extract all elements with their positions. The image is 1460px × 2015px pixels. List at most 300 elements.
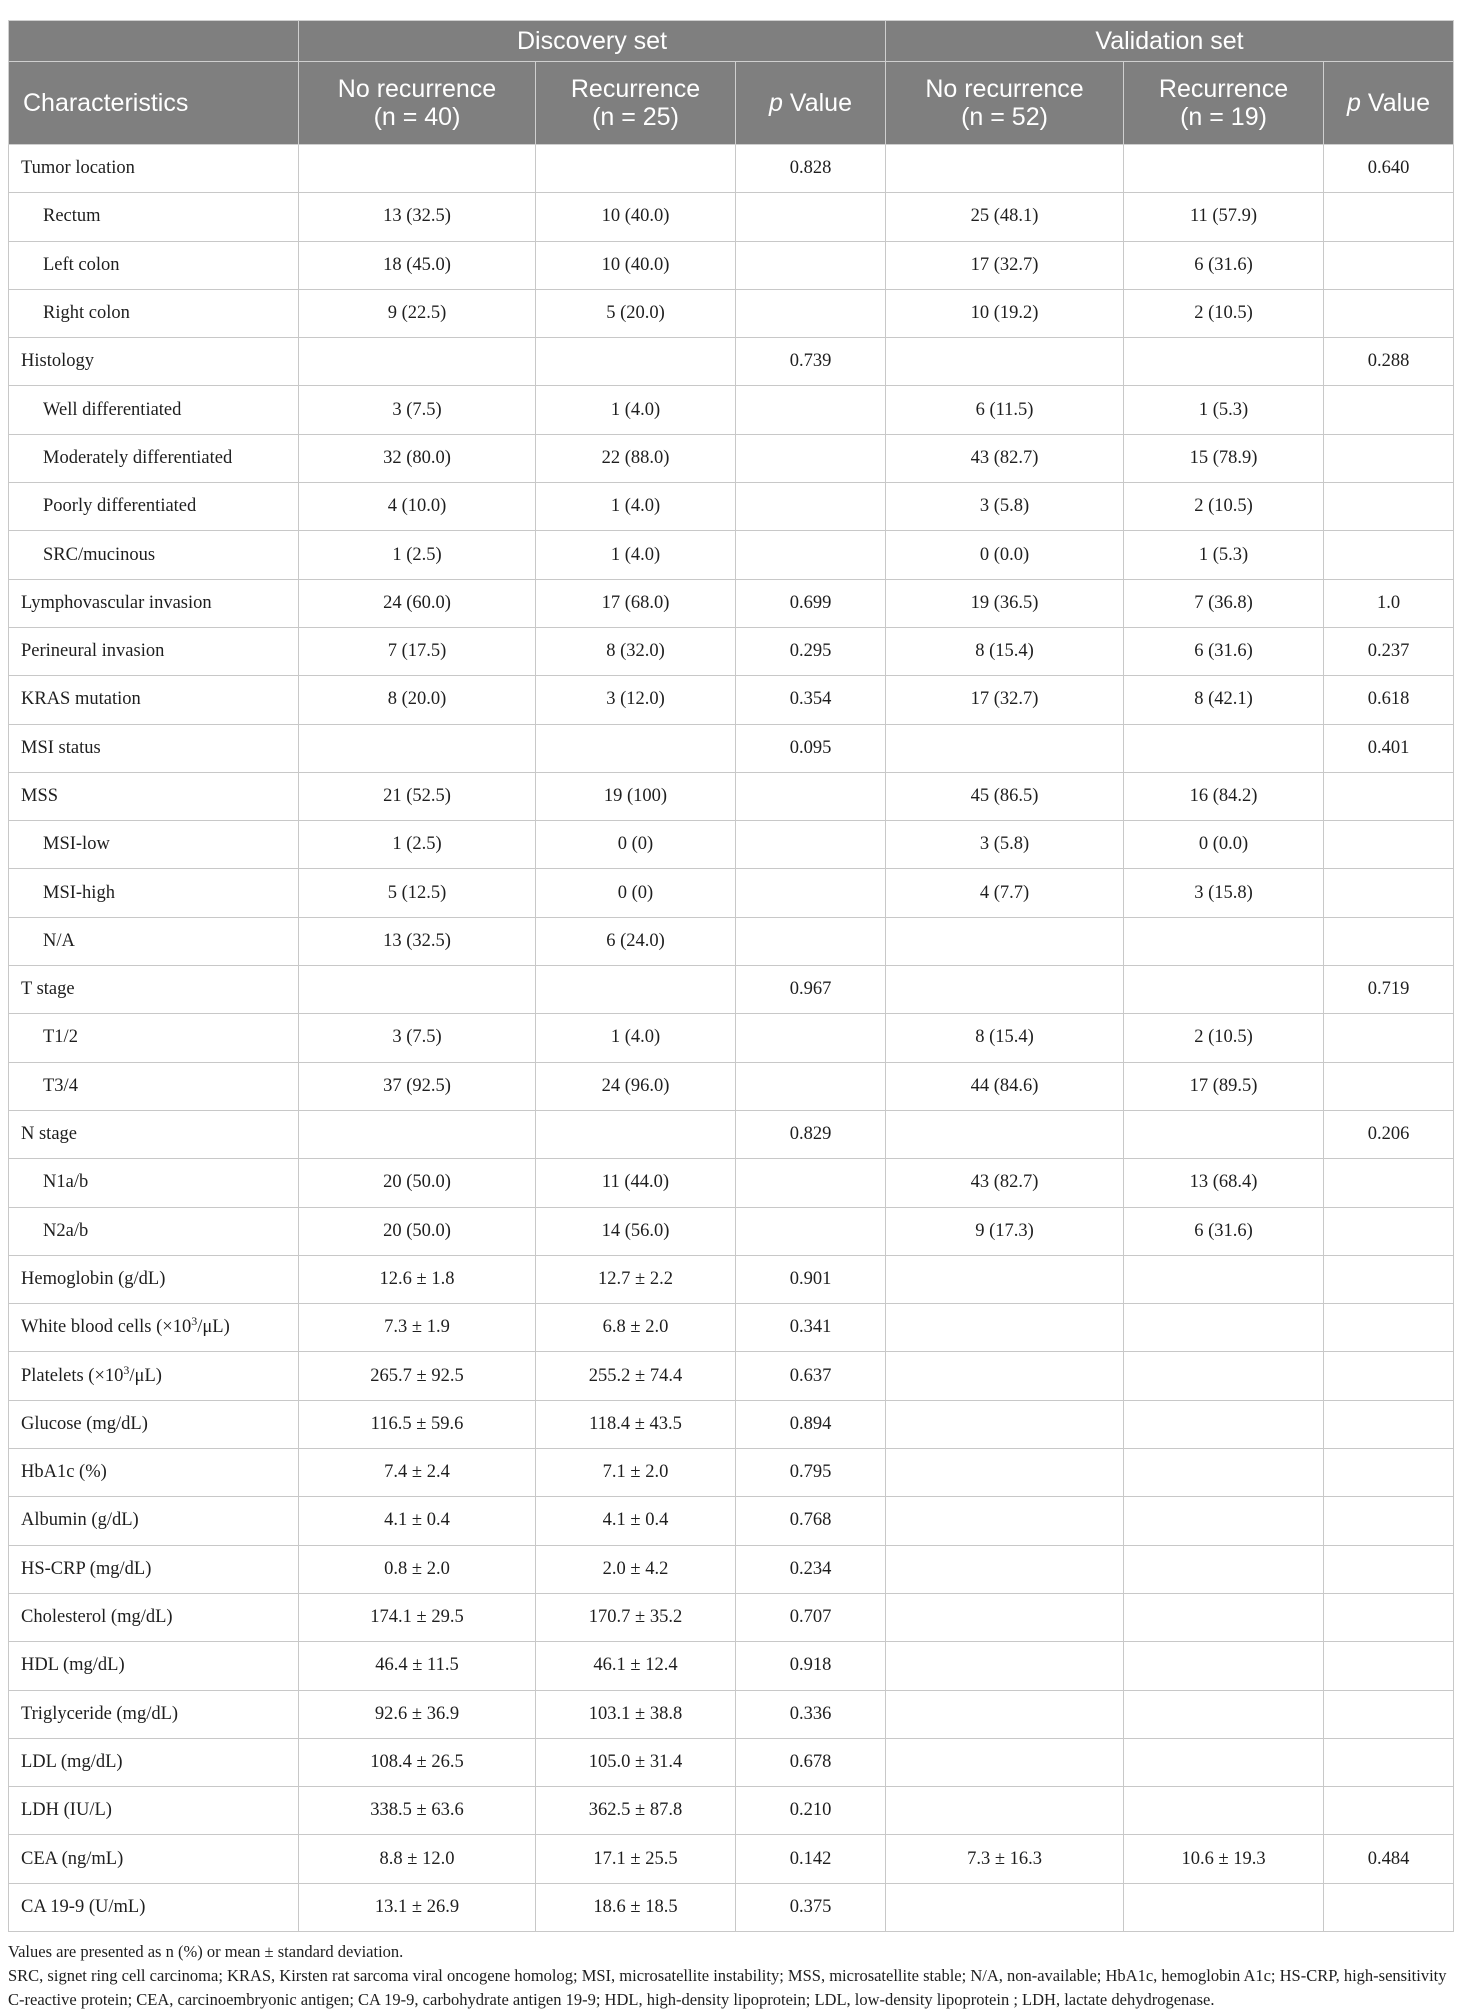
cell-validation-no-recurrence	[886, 1593, 1124, 1641]
header-blank	[9, 21, 299, 62]
cell-validation-no-recurrence: 9 (17.3)	[886, 1207, 1124, 1255]
cell-discovery-recurrence: 3 (12.0)	[536, 676, 736, 724]
row-label-text: Tumor location	[21, 158, 135, 179]
cell-validation-recurrence: 6 (31.6)	[1124, 627, 1324, 675]
cell-validation-recurrence	[1124, 1642, 1324, 1690]
cell-discovery-p-value: 0.795	[736, 1449, 886, 1497]
cell-validation-no-recurrence	[886, 1304, 1124, 1352]
table-row	[9, 483, 1454, 531]
cell-validation-recurrence: 10.6 ± 19.3	[1124, 1835, 1324, 1883]
cell-discovery-no-recurrence: 13 (32.5)	[299, 193, 536, 241]
header-text: Recurrence	[1158, 75, 1289, 103]
cell-discovery-no-recurrence: 13.1 ± 26.9	[299, 1883, 536, 1931]
row-label-text: LDL (mg/dL)	[21, 1751, 123, 1772]
cell-discovery-p-value	[736, 434, 886, 482]
table-row	[9, 289, 1454, 337]
cell-validation-p-value	[1324, 1159, 1454, 1207]
cell-validation-recurrence	[1124, 724, 1324, 772]
cell-validation-no-recurrence	[886, 1642, 1124, 1690]
cell-validation-recurrence	[1124, 1255, 1324, 1303]
row-label	[9, 1304, 299, 1352]
header-p-rest: Value	[1367, 89, 1430, 117]
cell-validation-recurrence	[1124, 1497, 1324, 1545]
row-label	[9, 1738, 299, 1786]
table-row	[9, 1352, 1454, 1400]
header-count: (n = 40)	[373, 103, 461, 131]
cell-discovery-recurrence: 0 (0)	[536, 869, 736, 917]
cell-validation-no-recurrence: 43 (82.7)	[886, 1159, 1124, 1207]
row-label	[9, 193, 299, 241]
cell-discovery-p-value	[736, 386, 886, 434]
cell-discovery-recurrence: 11 (44.0)	[536, 1159, 736, 1207]
table-row	[9, 917, 1454, 965]
cell-discovery-p-value: 0.768	[736, 1497, 886, 1545]
row-label-text: Albumin (g/dL)	[21, 1510, 139, 1531]
row-label-text: SRC/mucinous	[43, 544, 156, 565]
table-row	[9, 1207, 1454, 1255]
cell-discovery-no-recurrence: 46.4 ± 11.5	[299, 1642, 536, 1690]
row-label	[9, 1400, 299, 1448]
cell-discovery-no-recurrence: 9 (22.5)	[299, 289, 536, 337]
table-row	[9, 1835, 1454, 1883]
row-label	[9, 772, 299, 820]
table-row	[9, 966, 1454, 1014]
cell-validation-p-value	[1324, 917, 1454, 965]
header-discovery-no-recurrence	[299, 62, 536, 145]
cell-validation-recurrence: 16 (84.2)	[1124, 772, 1324, 820]
cell-validation-no-recurrence: 25 (48.1)	[886, 193, 1124, 241]
cell-discovery-p-value: 0.828	[736, 145, 886, 193]
cell-discovery-recurrence: 2.0 ± 4.2	[536, 1545, 736, 1593]
row-label	[9, 917, 299, 965]
row-label	[9, 1255, 299, 1303]
table-row	[9, 724, 1454, 772]
cell-discovery-no-recurrence	[299, 724, 536, 772]
row-label-text: MSS	[21, 786, 59, 806]
cell-validation-recurrence	[1124, 966, 1324, 1014]
cell-validation-recurrence	[1124, 1545, 1324, 1593]
cell-discovery-recurrence: 8 (32.0)	[536, 627, 736, 675]
table-row	[9, 1304, 1454, 1352]
cell-discovery-p-value: 0.095	[736, 724, 886, 772]
cell-discovery-no-recurrence: 1 (2.5)	[299, 821, 536, 869]
cell-validation-p-value	[1324, 1449, 1454, 1497]
cell-discovery-recurrence: 6.8 ± 2.0	[536, 1304, 736, 1352]
row-label	[9, 1062, 299, 1110]
row-label-text: Poorly differentiated	[43, 496, 197, 517]
table-row	[9, 676, 1454, 724]
cell-discovery-no-recurrence: 13 (32.5)	[299, 917, 536, 965]
header-count: (n = 52)	[961, 103, 1048, 131]
cell-discovery-recurrence: 24 (96.0)	[536, 1062, 736, 1110]
table-row	[9, 1400, 1454, 1448]
cell-validation-p-value: 0.719	[1324, 966, 1454, 1014]
cell-discovery-no-recurrence: 37 (92.5)	[299, 1062, 536, 1110]
cell-discovery-recurrence: 12.7 ± 2.2	[536, 1255, 736, 1303]
header-discovery-recurrence	[536, 62, 736, 145]
cell-validation-no-recurrence	[886, 1400, 1124, 1448]
table-body	[9, 145, 1454, 1932]
cell-validation-p-value	[1324, 1545, 1454, 1593]
cell-validation-recurrence: 2 (10.5)	[1124, 483, 1324, 531]
cell-validation-no-recurrence: 19 (36.5)	[886, 579, 1124, 627]
cell-discovery-no-recurrence: 3 (7.5)	[299, 386, 536, 434]
cell-discovery-recurrence: 6 (24.0)	[536, 917, 736, 965]
cell-discovery-no-recurrence: 4 (10.0)	[299, 483, 536, 531]
cell-validation-recurrence	[1124, 338, 1324, 386]
header-row-columns	[9, 62, 1454, 145]
cell-validation-no-recurrence: 7.3 ± 16.3	[886, 1835, 1124, 1883]
row-label-text: Right colon	[43, 303, 130, 324]
cell-validation-p-value: 0.401	[1324, 724, 1454, 772]
cell-discovery-recurrence: 4.1 ± 0.4	[536, 1497, 736, 1545]
cell-validation-recurrence: 0 (0.0)	[1124, 821, 1324, 869]
cell-discovery-no-recurrence: 0.8 ± 2.0	[299, 1545, 536, 1593]
header-characteristics: Characteristics	[9, 62, 299, 145]
cell-discovery-p-value: 0.707	[736, 1593, 886, 1641]
table-row	[9, 1883, 1454, 1931]
cell-validation-p-value	[1324, 1062, 1454, 1110]
cell-discovery-no-recurrence: 4.1 ± 0.4	[299, 1497, 536, 1545]
cell-discovery-p-value: 0.354	[736, 676, 886, 724]
header-p-italic: p	[769, 89, 783, 117]
cell-discovery-recurrence: 22 (88.0)	[536, 434, 736, 482]
cell-validation-recurrence	[1124, 1304, 1324, 1352]
row-label-text: Perineural invasion	[21, 641, 165, 662]
cell-discovery-no-recurrence: 7.3 ± 1.9	[299, 1304, 536, 1352]
table-row	[9, 386, 1454, 434]
cell-validation-no-recurrence: 43 (82.7)	[886, 434, 1124, 482]
cell-discovery-p-value	[736, 772, 886, 820]
cell-validation-p-value	[1324, 531, 1454, 579]
table-row	[9, 145, 1454, 193]
row-label	[9, 386, 299, 434]
cell-validation-no-recurrence: 44 (84.6)	[886, 1062, 1124, 1110]
cell-validation-recurrence	[1124, 1449, 1324, 1497]
cell-validation-recurrence: 2 (10.5)	[1124, 289, 1324, 337]
row-label-text: Moderately differentiated	[43, 447, 233, 468]
header-text: No recurrence	[925, 75, 1084, 103]
cell-discovery-recurrence: 7.1 ± 2.0	[536, 1449, 736, 1497]
cell-discovery-recurrence: 14 (56.0)	[536, 1207, 736, 1255]
cell-discovery-recurrence: 5 (20.0)	[536, 289, 736, 337]
header-row-groups	[9, 21, 1454, 62]
cell-validation-recurrence	[1124, 145, 1324, 193]
cell-discovery-recurrence: 105.0 ± 31.4	[536, 1738, 736, 1786]
row-label-text: Triglyceride (mg/dL)	[21, 1703, 179, 1724]
cell-validation-p-value: 0.288	[1324, 338, 1454, 386]
cell-discovery-no-recurrence: 7 (17.5)	[299, 627, 536, 675]
cell-discovery-recurrence: 255.2 ± 74.4	[536, 1352, 736, 1400]
cell-validation-p-value	[1324, 1352, 1454, 1400]
row-label-superscript: 3	[123, 1362, 130, 1377]
table-row	[9, 1545, 1454, 1593]
row-label	[9, 579, 299, 627]
row-label-text: MSI status	[21, 737, 101, 758]
cell-discovery-recurrence: 46.1 ± 12.4	[536, 1642, 736, 1690]
row-label	[9, 1642, 299, 1690]
row-label-text: Histology	[21, 351, 94, 372]
cell-discovery-p-value: 0.894	[736, 1400, 886, 1448]
cell-discovery-recurrence: 10 (40.0)	[536, 193, 736, 241]
table-footnotes	[8, 1932, 1453, 2012]
row-label-unit: /μL)	[197, 1317, 230, 1338]
cell-discovery-recurrence	[536, 145, 736, 193]
cell-discovery-recurrence: 1 (4.0)	[536, 1014, 736, 1062]
row-label	[9, 1593, 299, 1641]
cell-validation-recurrence	[1124, 1352, 1324, 1400]
row-label	[9, 531, 299, 579]
cell-discovery-no-recurrence: 338.5 ± 63.6	[299, 1787, 536, 1835]
row-label-text: CEA (ng/mL)	[21, 1848, 124, 1869]
table-row	[9, 338, 1454, 386]
row-label	[9, 241, 299, 289]
cell-discovery-recurrence	[536, 338, 736, 386]
table-row	[9, 627, 1454, 675]
cell-validation-recurrence	[1124, 1883, 1324, 1931]
cell-discovery-no-recurrence	[299, 145, 536, 193]
header-text: No recurrence	[337, 75, 497, 103]
table-row	[9, 821, 1454, 869]
cell-discovery-no-recurrence: 7.4 ± 2.4	[299, 1449, 536, 1497]
row-label-text: N stage	[21, 1124, 77, 1145]
cell-validation-p-value: 0.640	[1324, 145, 1454, 193]
cell-discovery-p-value: 0.375	[736, 1883, 886, 1931]
cell-validation-p-value	[1324, 1883, 1454, 1931]
cell-validation-recurrence	[1124, 1787, 1324, 1835]
cell-discovery-no-recurrence: 12.6 ± 1.8	[299, 1255, 536, 1303]
cell-validation-no-recurrence: 6 (11.5)	[886, 386, 1124, 434]
row-label-text: LDH (IU/L)	[21, 1800, 112, 1821]
row-label-text: N/A	[43, 930, 75, 951]
cell-validation-p-value	[1324, 869, 1454, 917]
cell-discovery-recurrence: 18.6 ± 18.5	[536, 1883, 736, 1931]
cell-discovery-recurrence: 10 (40.0)	[536, 241, 736, 289]
cell-validation-no-recurrence: 17 (32.7)	[886, 241, 1124, 289]
cell-validation-no-recurrence	[886, 145, 1124, 193]
row-label-text: HS-CRP (mg/dL)	[21, 1558, 152, 1579]
cell-validation-no-recurrence	[886, 1255, 1124, 1303]
cell-discovery-no-recurrence: 20 (50.0)	[299, 1207, 536, 1255]
table-container	[8, 20, 1453, 2012]
row-label	[9, 627, 299, 675]
header-validation-no-recurrence	[886, 62, 1124, 145]
cell-discovery-no-recurrence	[299, 1110, 536, 1158]
cell-validation-no-recurrence: 17 (32.7)	[886, 676, 1124, 724]
cell-validation-p-value	[1324, 193, 1454, 241]
table-row	[9, 434, 1454, 482]
cell-validation-no-recurrence: 8 (15.4)	[886, 1014, 1124, 1062]
cell-discovery-no-recurrence: 108.4 ± 26.5	[299, 1738, 536, 1786]
row-label	[9, 676, 299, 724]
table-row	[9, 241, 1454, 289]
cell-discovery-p-value	[736, 483, 886, 531]
row-label-text: T stage	[21, 979, 75, 1000]
table-row	[9, 1062, 1454, 1110]
row-label-text: Left colon	[43, 254, 120, 275]
header-discovery-p-value	[736, 62, 886, 145]
cell-discovery-no-recurrence: 18 (45.0)	[299, 241, 536, 289]
cell-validation-no-recurrence: 45 (86.5)	[886, 772, 1124, 820]
row-label-text: T3/4	[43, 1075, 78, 1096]
cell-validation-p-value	[1324, 1642, 1454, 1690]
row-label-text: White blood cells (×10	[21, 1317, 192, 1338]
cell-discovery-no-recurrence: 8 (20.0)	[299, 676, 536, 724]
cell-discovery-recurrence: 19 (100)	[536, 772, 736, 820]
cell-discovery-p-value	[736, 1159, 886, 1207]
cell-validation-recurrence	[1124, 1738, 1324, 1786]
row-label	[9, 966, 299, 1014]
row-label	[9, 1207, 299, 1255]
cell-discovery-p-value: 0.678	[736, 1738, 886, 1786]
cell-discovery-p-value: 0.699	[736, 579, 886, 627]
table-row	[9, 579, 1454, 627]
cell-validation-recurrence: 7 (36.8)	[1124, 579, 1324, 627]
cell-discovery-p-value: 0.637	[736, 1352, 886, 1400]
cell-discovery-recurrence	[536, 966, 736, 1014]
cell-discovery-no-recurrence: 20 (50.0)	[299, 1159, 536, 1207]
cell-validation-no-recurrence	[886, 1883, 1124, 1931]
row-label-text: MSI-low	[43, 834, 110, 855]
cell-validation-no-recurrence	[886, 1497, 1124, 1545]
cell-validation-recurrence: 1 (5.3)	[1124, 531, 1324, 579]
cell-discovery-p-value	[736, 869, 886, 917]
row-label	[9, 1787, 299, 1835]
cell-discovery-p-value	[736, 1062, 886, 1110]
cell-discovery-no-recurrence	[299, 338, 536, 386]
table-row	[9, 193, 1454, 241]
row-label-text: N1a/b	[43, 1172, 89, 1193]
row-label	[9, 1497, 299, 1545]
cell-validation-recurrence: 6 (31.6)	[1124, 241, 1324, 289]
cell-discovery-recurrence: 0 (0)	[536, 821, 736, 869]
table-row	[9, 531, 1454, 579]
cell-validation-recurrence	[1124, 1400, 1324, 1448]
cell-discovery-recurrence	[536, 1110, 736, 1158]
cell-discovery-p-value	[736, 289, 886, 337]
cell-validation-p-value: 0.618	[1324, 676, 1454, 724]
cell-validation-p-value	[1324, 1787, 1454, 1835]
row-label-text: HDL (mg/dL)	[21, 1655, 125, 1676]
row-label-text: Hemoglobin (g/dL)	[21, 1268, 166, 1289]
cell-discovery-no-recurrence: 92.6 ± 36.9	[299, 1690, 536, 1738]
cell-validation-no-recurrence	[886, 1449, 1124, 1497]
cell-validation-p-value	[1324, 821, 1454, 869]
cell-validation-no-recurrence	[886, 724, 1124, 772]
cell-discovery-no-recurrence: 1 (2.5)	[299, 531, 536, 579]
row-label	[9, 1110, 299, 1158]
cell-discovery-no-recurrence: 24 (60.0)	[299, 579, 536, 627]
cell-validation-no-recurrence: 8 (15.4)	[886, 627, 1124, 675]
cell-validation-recurrence: 6 (31.6)	[1124, 1207, 1324, 1255]
cell-validation-p-value: 0.484	[1324, 1835, 1454, 1883]
cell-discovery-no-recurrence: 116.5 ± 59.6	[299, 1400, 536, 1448]
row-label	[9, 483, 299, 531]
characteristics-table	[8, 20, 1454, 1932]
cell-discovery-p-value: 0.341	[736, 1304, 886, 1352]
cell-validation-p-value	[1324, 1738, 1454, 1786]
row-label-text: HbA1c (%)	[21, 1462, 107, 1483]
cell-validation-no-recurrence	[886, 1110, 1124, 1158]
cell-discovery-p-value	[736, 531, 886, 579]
cell-validation-p-value	[1324, 1593, 1454, 1641]
cell-discovery-p-value: 0.901	[736, 1255, 886, 1303]
cell-validation-recurrence: 15 (78.9)	[1124, 434, 1324, 482]
cell-discovery-p-value: 0.829	[736, 1110, 886, 1158]
cell-validation-p-value	[1324, 241, 1454, 289]
row-label-text: N2a/b	[43, 1220, 89, 1241]
row-label-unit: /μL)	[129, 1365, 162, 1386]
cell-discovery-recurrence: 17.1 ± 25.5	[536, 1835, 736, 1883]
cell-validation-recurrence: 13 (68.4)	[1124, 1159, 1324, 1207]
table-row	[9, 772, 1454, 820]
cell-validation-p-value	[1324, 1304, 1454, 1352]
cell-validation-recurrence	[1124, 1110, 1324, 1158]
cell-discovery-p-value	[736, 241, 886, 289]
header-validation-recurrence	[1124, 62, 1324, 145]
cell-validation-recurrence	[1124, 1690, 1324, 1738]
cell-validation-p-value	[1324, 1690, 1454, 1738]
cell-validation-p-value	[1324, 1255, 1454, 1303]
cell-validation-no-recurrence	[886, 1352, 1124, 1400]
row-label	[9, 1545, 299, 1593]
row-label	[9, 869, 299, 917]
header-validation-p-value	[1324, 62, 1454, 145]
cell-validation-no-recurrence	[886, 1545, 1124, 1593]
cell-discovery-recurrence: 17 (68.0)	[536, 579, 736, 627]
cell-discovery-p-value	[736, 1014, 886, 1062]
row-label	[9, 1352, 299, 1400]
row-label	[9, 289, 299, 337]
cell-validation-recurrence: 17 (89.5)	[1124, 1062, 1324, 1110]
cell-validation-recurrence: 11 (57.9)	[1124, 193, 1324, 241]
table-row	[9, 1787, 1454, 1835]
cell-validation-no-recurrence: 3 (5.8)	[886, 483, 1124, 531]
row-label	[9, 338, 299, 386]
table-row	[9, 869, 1454, 917]
cell-validation-recurrence: 8 (42.1)	[1124, 676, 1324, 724]
cell-validation-recurrence: 1 (5.3)	[1124, 386, 1324, 434]
cell-validation-p-value	[1324, 772, 1454, 820]
cell-discovery-p-value: 0.210	[736, 1787, 886, 1835]
row-label	[9, 1835, 299, 1883]
row-label	[9, 821, 299, 869]
cell-validation-recurrence: 3 (15.8)	[1124, 869, 1324, 917]
row-label-text: Platelets (×10	[21, 1365, 124, 1386]
cell-validation-p-value	[1324, 434, 1454, 482]
cell-validation-recurrence	[1124, 1593, 1324, 1641]
row-label	[9, 1159, 299, 1207]
cell-validation-no-recurrence: 0 (0.0)	[886, 531, 1124, 579]
row-label-text: T1/2	[43, 1027, 78, 1048]
row-label	[9, 1014, 299, 1062]
header-discovery-set: Discovery set	[299, 21, 886, 62]
cell-validation-p-value	[1324, 1207, 1454, 1255]
header-text: Recurrence	[570, 75, 701, 103]
cell-validation-no-recurrence	[886, 1738, 1124, 1786]
row-label-superscript: 3	[191, 1314, 198, 1329]
row-label-text: MSI-high	[43, 882, 115, 903]
cell-validation-p-value	[1324, 1497, 1454, 1545]
cell-validation-p-value	[1324, 1400, 1454, 1448]
row-label	[9, 145, 299, 193]
cell-discovery-p-value	[736, 1207, 886, 1255]
cell-discovery-recurrence: 1 (4.0)	[536, 386, 736, 434]
cell-discovery-recurrence: 118.4 ± 43.5	[536, 1400, 736, 1448]
table-row	[9, 1690, 1454, 1738]
cell-discovery-recurrence: 1 (4.0)	[536, 531, 736, 579]
cell-discovery-recurrence: 1 (4.0)	[536, 483, 736, 531]
